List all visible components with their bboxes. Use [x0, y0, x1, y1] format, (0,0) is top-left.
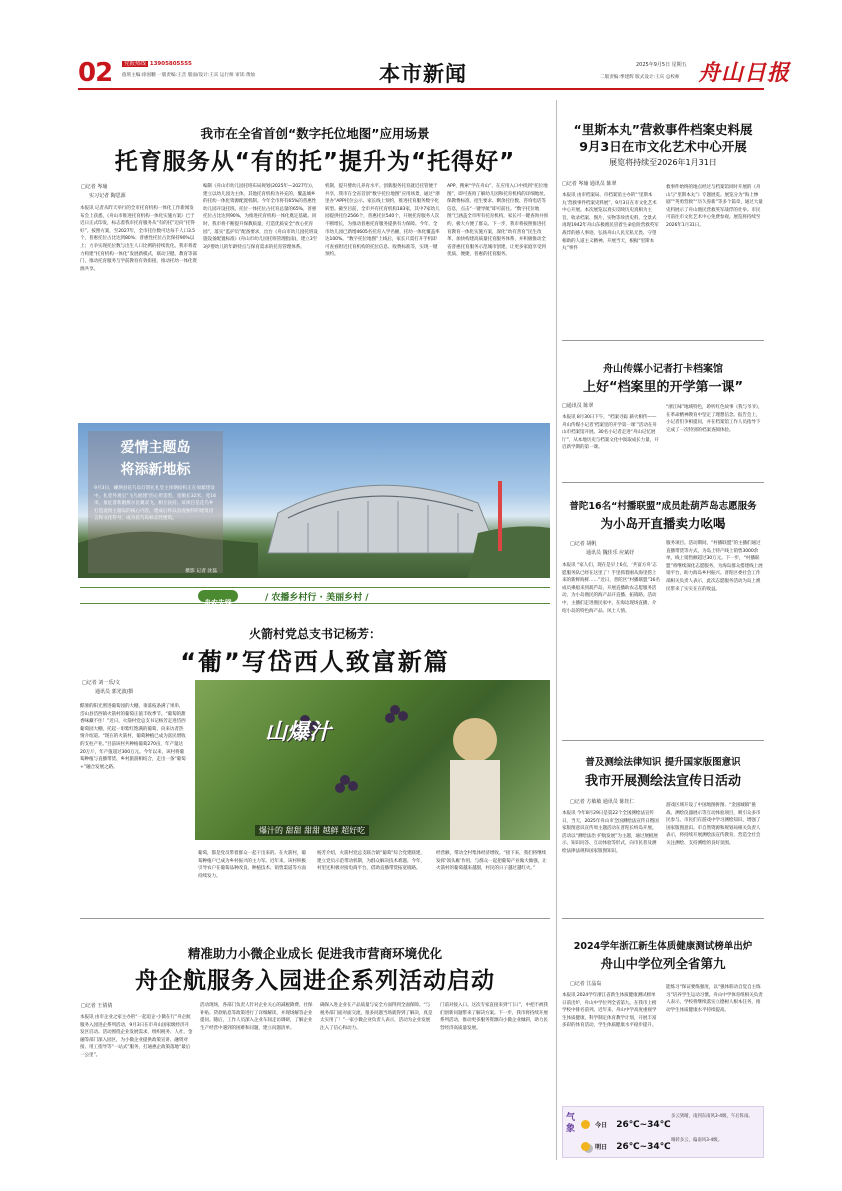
photo-title-1: 爱情主题岛 — [120, 440, 191, 456]
weather-cloud-icon — [581, 1142, 590, 1151]
art5-byline: □通讯员 陈翠 — [562, 403, 594, 409]
date-line: 2025年9月5日 星期五 — [636, 62, 687, 68]
art3-subtitle: 精准助力小微企业成长 促进我市营商环境优化 — [187, 946, 443, 961]
art1-subtitle: 我市在全省首创“数字托位地图”应用场景 — [200, 126, 430, 141]
art4-col-1: 本报讯 由市档案局、市档案馆主办的“‘里斯本丸’营救事件档案史料展”，9月3日在市文化艺术中心开展。本次展览以真实反映历史真相为主旨，收录档案、图片、实物等珍贵史料，全景式再现1942年舟山东极渔民冒着生命危险营救英军战俘的感人事迹，弘扬舟山人民无私无畏、守望相助的人道主义精神。开展当天，根据“里斯本丸”事件 — [562, 193, 659, 252]
art7-subtitle: 普及测绘法律知识 提升国家版图意识 — [585, 757, 741, 768]
art2-col-3: 杨芳介绍，火箭村党总支联合镇“葡萄”综合党建联建，建立党员示范带动机制，为群众解决技术难题。今年，村里还积极对接电商平台，借助直播带货拓宽销路。 — [317, 851, 425, 872]
art5-bottom-rule — [562, 482, 764, 483]
art4-byline: □记者 岑瑜 通讯员 陈翠 — [562, 181, 617, 187]
weather-tomorrow-temp: 26℃~34℃ — [616, 1141, 671, 1152]
weather-tomorrow-label: 明日 — [595, 1144, 608, 1151]
grape-photo-caption: 爆汁的 甜甜 甜甜 越鲜 超好吃 — [255, 825, 369, 836]
editors-right: 二版责编:季建辉 版式设计:王宾 总校师 — [600, 75, 680, 80]
art5-col-1: 本报讯 8月30日下午，“档案寻踪 薪火相传——舟山传媒小记者‘档案里的开学第一课’”活动在舟山市档案馆开展。30名小记者走进“舟山记忆展厅”，从本地历史与档案文化中汲取成长力量，开启新学期的第一课。 — [562, 415, 659, 451]
art6-byline-2: 通讯员 魏佳乐 应斌妤 — [586, 550, 635, 556]
art1-byline-1: □记者 岑瑜 — [81, 184, 108, 190]
art2-col-4: 经营额，带动全村集体经济增收。“接下来，我们将继续发挥‘领头雁’作用，与群众一起把葡萄产业做大做强，让火箭村的葡萄越来越甜，村民的日子越过越红火。” — [436, 851, 547, 872]
art3-top-rule — [80, 918, 550, 919]
hotline-bar — [122, 60, 192, 68]
art1-col-1: 本报讯 记者从昨天举行的全市托育机构一体化工作新闻发布会上获悉，《舟山市推进托育机构一体化实施方案》已于近日正式印发，标志着我市托育服务从“有的托”迈向“托得好”。按照方案，至2027年，全市托位数可达每千人口3.5个，普惠托位占比达到80%；普惠性托位占比保持90%以上；力争实现托位数与出生人口比例的持续优化。我市将着力构建“托育机构一体化”发展新模式，联动卫健、教育等部门，推动托育服务与学前教育有效衔接，推动托幼一体化资源共享。 — [80, 206, 197, 272]
art5-subtitle: 舟山传媒小记者打卡档案馆 — [603, 364, 723, 375]
art4-bottom-rule — [562, 340, 764, 341]
weather-today-label: 今日 — [595, 1122, 608, 1129]
art4-title: 9月3日在市文化艺术中心开展 — [579, 139, 747, 154]
art1-byline-2: 实习记者 陶思源 — [89, 193, 126, 199]
art7-title: 我市开展测绘法宣传日活动 — [584, 774, 741, 789]
hotline-label: 党报热线 — [124, 61, 147, 67]
art2-subtitle: 火箭村党总支书记杨芳： — [248, 627, 381, 641]
art3-col-3: 确保入进企业在产品质量与安全方面得到全面保障。“与税务部门面对面交流，很多问题当场就得到了解决，真是太实用了！”一家小微企业负责人表示，活动为企业发展注入了信心和动力。 — [320, 1003, 433, 1031]
hotline-number: 13905805555 — [149, 61, 192, 67]
art2-byline-2: 通讯员 郭光波/摄 — [95, 689, 134, 695]
art2-title: “葡”写岱西人致富新篇 — [180, 648, 450, 676]
art3-col-1: 本报讯 由市企业之家主办的“一起追企·小微在行”舟企航服务入园进企系列活动，9月3日在市舟山国家级经济开发区启动。活动围绕企业发展需求，组织税务、人社、金融等部门深入园区，为小微企业提供政策宣讲、融资对接、用工指导等“一站式”服务，打通惠企政策落地“最后一公里”。 — [80, 1015, 193, 1058]
photo-title-box — [88, 431, 223, 573]
art1-col-3: 机制，提升婴幼儿养育水平。创新服务托育就近托管便于共享，我市在全省首创“数字托位地图”应用场景，通过“浙里办”APP托位公示、家长线上预约，推进托育服务数字化转型。截至目前，全市共有托育机构183家，其中7家幼儿园提供托位2566个，普惠托位540个，开展托育服务人次不断增长，为推动普惠托育服务提供有力保障。今年，全市幼儿园已新增4605名托育入学名额，托幼一体化覆盖率达100%。“数字托位地图”上线后，家长只需打开手机即可查看附近托育机构的托位信息、收费标准等，实现一键预约。 — [325, 184, 440, 258]
art4-kicker: 展览将持续至2026年1月31日 — [609, 158, 717, 167]
weather-tomorrow-desc: 晴转多云，偏南风3-4级。 — [671, 1138, 723, 1143]
weather-label: 气象 — [566, 1113, 576, 1134]
art7-byline: □记者 方敏敏 通讯员 陈钰仁 — [570, 799, 635, 805]
art8-subtitle: 2024学年浙江新生体质健康测试榜单出炉 — [573, 941, 753, 952]
photo-credit: 摄影 记者 沈磊 — [185, 569, 217, 574]
editors-left: 值班主编:徐国鹏 一版责编:王音 版面/设计:王宾 运行师 审读:黄灿 — [122, 73, 256, 78]
art8-title: 舟山中学位列全省第九 — [600, 956, 726, 971]
art7-col-2: 游戏区域开设了中国地图拼图、“金国城镇”挑战、测绘仪器展示等互动体验项目，吸引众多市民参与。市民们在游戏中学习测绘知识，增强了国家版图意识。市自然资源和规划局相关负责人表示，将持续开展测绘法宣传教育，营造全社会关注测绘、支持测绘的良好氛围。 — [666, 803, 761, 846]
grape-vines-illustration — [195, 680, 550, 840]
art2-col-1: 酷暑的阳光照进葡萄园的大棚，垂落枝条满了果串，岱山县岱西镇火箭村的葡萄正值丰收季节。“葡萄的甜香味藏不住！”近日，火箭村党总支书记杨芳走进岱西葡萄园大棚，托起一串紫红饱满的葡萄，向来访者热情介绍道。“现在的火箭村，葡萄种植已成为富民增收的支柱产业。”目前该村共种植葡萄270亩，年产量达20万斤，年产值超过300万元。今年以来，该村将葡萄种植与直播带货、乡村旅游相结合，走出一条“葡萄+”融合发展之路。 — [80, 704, 186, 770]
art4-col-2: 救事件始终的地点经过与档案馆同时开展的《舟山与“里斯本丸”》专题展览。展览分为“海上惨剧”“英勇营救”“历久弥新”等多个篇章，通过大量史料展示了舟山渔民营救英军战俘的壮举。市民可前往市文化艺术中心免费参观。展览将持续至2026年1月31日。 — [666, 185, 763, 228]
art6-subtitle: 普陀16名“村播联盟”成员赴葫芦岛志愿服务 — [569, 501, 757, 512]
art3-col-4: 门前对接入口。这次专家直接来到“门口”，中把不被我们创新问题带来了解决方案。下一步，我市将持续开展系列活动，推动更多服务资源向小微企业倾斜，助力民营经济高质量发展。 — [440, 1003, 548, 1031]
art6-bottom-rule — [562, 740, 764, 741]
weather-tomorrow-row — [581, 1136, 761, 1152]
art5-col-2: “浙江味”地域特色，聆听红色故事《我与爷爷》，在革命精神教育中坚定了理想信念。报告会上，小记者们争相提问，并在档案馆工作人员指导下完成了一次特别的档案查阅体验。 — [666, 405, 763, 433]
weather-today-temp: 26℃~34℃ — [616, 1119, 671, 1130]
art1-col-2: 编制《舟山市幼儿园托班布局规划(2025年—2027年)》，建立以幼儿园为主体，其他托育机构为补充的、覆盖城乡的托幼一体化资源配置机制。今年全市将有65%的普惠性幼儿园开设托班。托位一体托位占托育总量的65%，普惠托位占比达到90%，为推进托育机构一体化奠定基础。同时，我市将不断提升保教质量，打造优质安全“放心托育园”，落实“监护员”配备要求，出台《舟山市幼儿园托班设施设备配置标准》(舟山市幼儿园托班管理指南)，建立3至3岁婴幼儿的年龄特点与保育需求的托育管理体系。 — [203, 184, 318, 250]
art7-bottom-rule — [562, 918, 764, 919]
art3-title: 舟企航服务入园进企系列活动启动 — [135, 968, 495, 994]
weather-sun-icon — [581, 1120, 590, 1129]
grape-photo — [195, 680, 550, 840]
section-title: 本市新闻 — [379, 62, 467, 86]
photo-caption: 9月3日，嵊泗县花鸟岛灯塔礼礼堂主体钢结构正在加紧建设中。礼堂外观呈“飞鸟展翅”的心形造型，宽敞长32米，宽16米，象征着新婚燕尔比翼双飞，相互扶持。该项目是花鸟乡打造爱情主题岛的核心内容，建成后将以浪漫独特的建筑语言和文化符号，成为花鸟岛标志性建筑。 — [94, 486, 217, 522]
art8-col-1: 本报讯 2024学年浙江省新生体质健康测试榜单日前出炉，舟山中学位列全省第九，在我市上榜学校中排名前列。近年来，舟山中学高度重视学生体质健康，科学制定体育教学计划，开展丰富多彩的体育活动，学生体质健康水平稳步提升。 — [562, 993, 657, 1029]
art2-byline-1: □记者 刘一乐/文 — [82, 680, 120, 686]
art6-col-2: 服务项目。活动期间，“村播联盟”的主播们通过直播带货等方式，为岛上特产线上销售3000余单，线上销售额超过30万元。下一步，“村播联盟”将继续深化志愿服务，为海岛群众搭建线上展销平台，助力海岛乡村振兴。普陀区委社会工作部相关负责人表示，此次志愿服务活动为岛上渔民带来了实实在在的收益。 — [666, 541, 763, 592]
art2-col-2: 葡萄，都是党员带着群众一起干出来的。在火箭村，葡萄种植户已成为乡村振兴的主力军。近年来，该村积极引导农户在葡萄品种改良、种植技术、销售渠道等方面持续发力。 — [198, 851, 306, 879]
art7-col-1: 本报讯 今年8月29日是第22个全国测绘法宣传日，当天，2025年舟山市全国测绘法宣传日暨国家版图意识宣传周主题活动在普陀长峙岛开展。活动以“测绘法治 护航发展”为主题，通过展板展示、知识问答、互动体验等形式，向市民普及测绘法律法规和国家版图知识。 — [562, 811, 659, 854]
art3-byline: □记者 王倩倩 — [81, 1003, 113, 1009]
weather-today-row — [581, 1114, 761, 1130]
photo-title-2: 将添新地标 — [120, 462, 191, 478]
weather-today-desc: 多云到晴，南到东南风3-4级，午后阵雨。 — [671, 1114, 753, 1119]
banner-text: / 农播乡村行 · 美丽乡村 / — [265, 593, 369, 603]
banner-logo-text: 舟农先锋 — [204, 599, 232, 607]
art1-col-4: APP，搜索“学在舟山”，在应用入口中找到“托位地图”，即可查询了解幼儿园和托育机构的详细地址、保教费标准、招生要求、剩余托位数、咨询电话等信息，点击“一键导航”即可前往。“数字托位地图”已涵盖全市所有托育机构，家长可一键查询并预约，极大方便了群众。下一步，我市将按照推进托育教育一体化实施方案，深化“幼有善育”民生改革，加快构建高质量托育服务体系，并积极推动全省普惠托育服务示范城市创建，让更多家庭享受到优质、便捷、普惠的托育服务。 — [447, 184, 549, 258]
column-divider — [556, 100, 557, 1160]
masthead-logo: 舟山日报 — [698, 60, 791, 86]
art6-byline-1: □记者 胡帆 — [570, 541, 597, 547]
header-rule — [78, 88, 764, 90]
banner-logo — [198, 590, 238, 607]
page-number: 02 — [78, 58, 113, 88]
art8-byline: □记者 江晶岛 — [570, 981, 602, 987]
art6-col-1: 本报讯 “家人们，现在是早上6点，‘共富方舟’志愿服务队已经在这里了！手里抓着刚从海里捞上来的新鲜海鲜……”近日，普陀区“村播联盟”16名成员乘船来到葫芦岛，开展直播助农志愿服务活动，为小岛渔民的海产品开直播、拓销路。活动中，主播们走进渔民家中，在海边现场直播，介绍小岛的特色海产品、风土人情。 — [562, 563, 660, 614]
art5-title: 上好“档案里的开学第一课” — [582, 380, 744, 395]
art4-subtitle: “里斯本丸”营救事件档案史料展 — [573, 122, 753, 137]
art3-col-2: 活动现场，各部门负责人针对企业关心的减税降费、社保补贴、贷款贴息等政策进行了详细解读，并现场解答企业提问。随后，工作人员深入企业车间走访调研，了解企业生产经营中遇到的困难和问题，建立问题清单。 — [200, 1003, 313, 1031]
grape-photo-sticker: 山爆汁 — [265, 720, 332, 745]
section-banner — [80, 587, 550, 607]
love-island-photo — [78, 423, 550, 578]
weather-box — [562, 1106, 764, 1158]
art8-col-2: 能练习“保证要练强度，以“强体筋动自觉自主练习”培养学生运动习惯。舟山中学体育组相关负责人表示，学校将继续落实立德树人根本任务，推动学生体质健康水平持续提高。 — [666, 985, 763, 1013]
art1-title: 托育服务从“有的托”提升为“托得好” — [114, 149, 516, 175]
art6-title: 为小岛开直播卖力吆喝 — [600, 516, 726, 531]
